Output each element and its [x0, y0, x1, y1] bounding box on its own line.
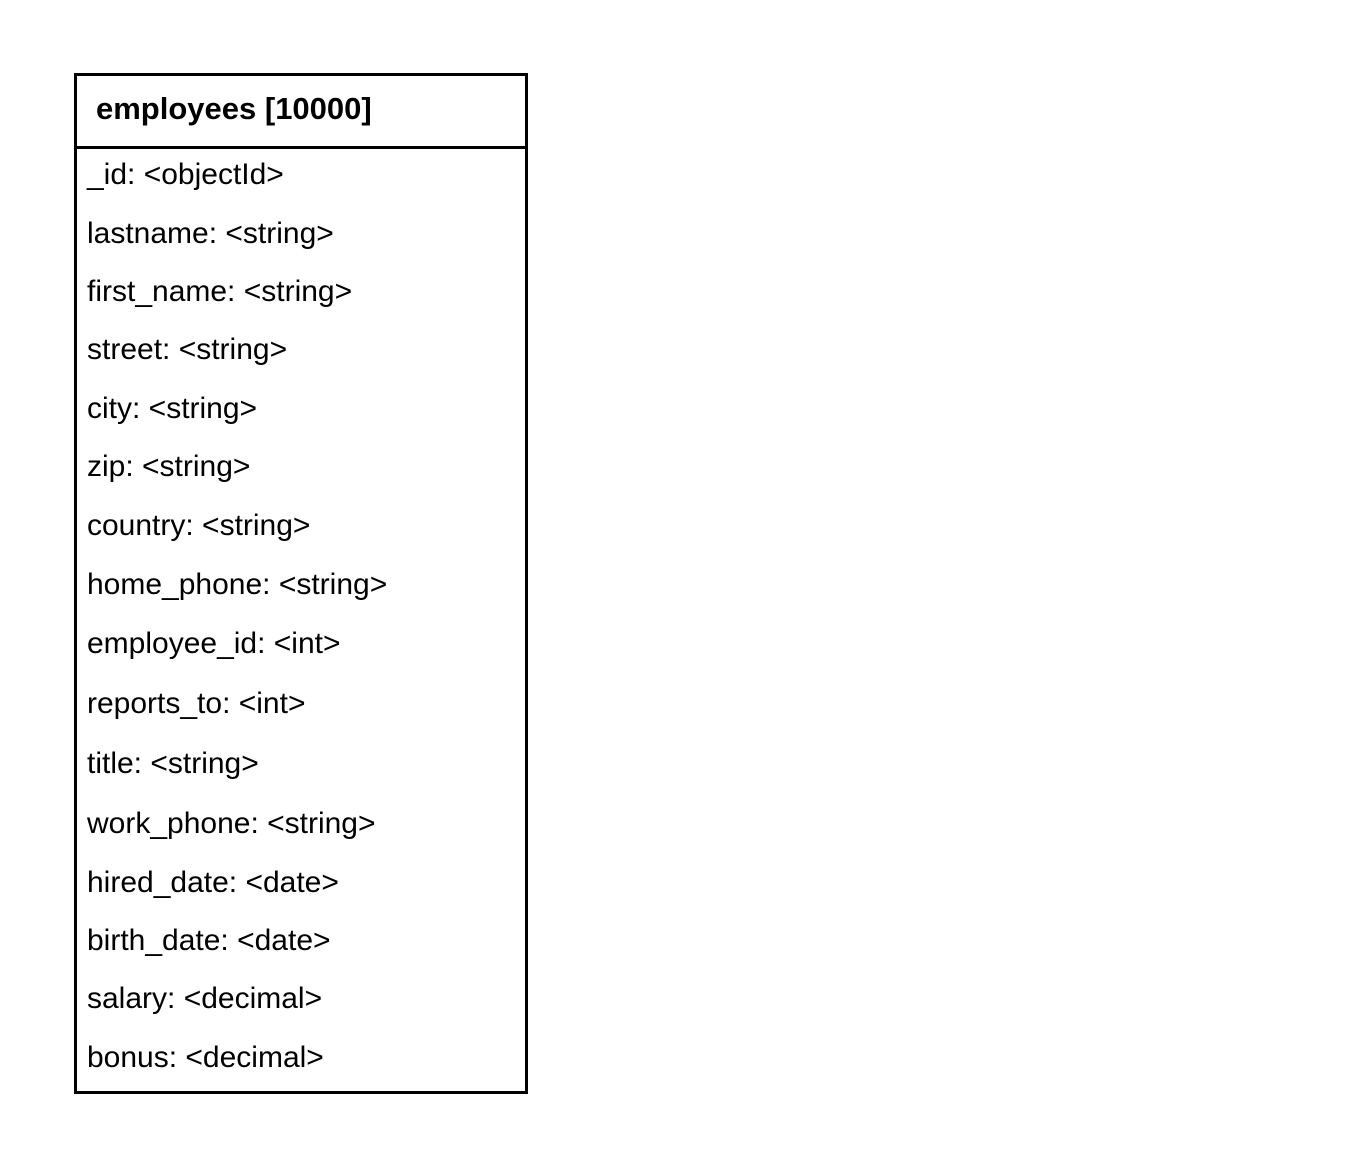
field-home-phone: home_phone: <string> — [87, 568, 388, 601]
field-hired-date: hired_date: <date> — [87, 866, 339, 899]
field-zip: zip: <string> — [87, 450, 251, 483]
field-work-phone: work_phone: <string> — [87, 807, 376, 840]
employees-entity-box — [74, 73, 528, 1094]
entity-header — [77, 76, 525, 149]
field-salary: salary: <decimal> — [87, 982, 323, 1015]
field-bonus: bonus: <decimal> — [87, 1041, 324, 1074]
field-country: country: <string> — [87, 509, 311, 542]
field-title: title: <string> — [87, 747, 259, 780]
field-city: city: <string> — [87, 392, 258, 425]
field-birth-date: birth_date: <date> — [87, 924, 331, 957]
field-reports-to: reports_to: <int> — [87, 687, 306, 720]
field-id: _id: <objectId> — [87, 158, 284, 191]
field-lastname: lastname: <string> — [87, 217, 334, 250]
entity-title: employees [10000] — [96, 90, 372, 126]
field-street: street: <string> — [87, 333, 288, 366]
field-first-name: first_name: <string> — [87, 275, 353, 308]
field-employee-id: employee_id: <int> — [87, 627, 341, 660]
